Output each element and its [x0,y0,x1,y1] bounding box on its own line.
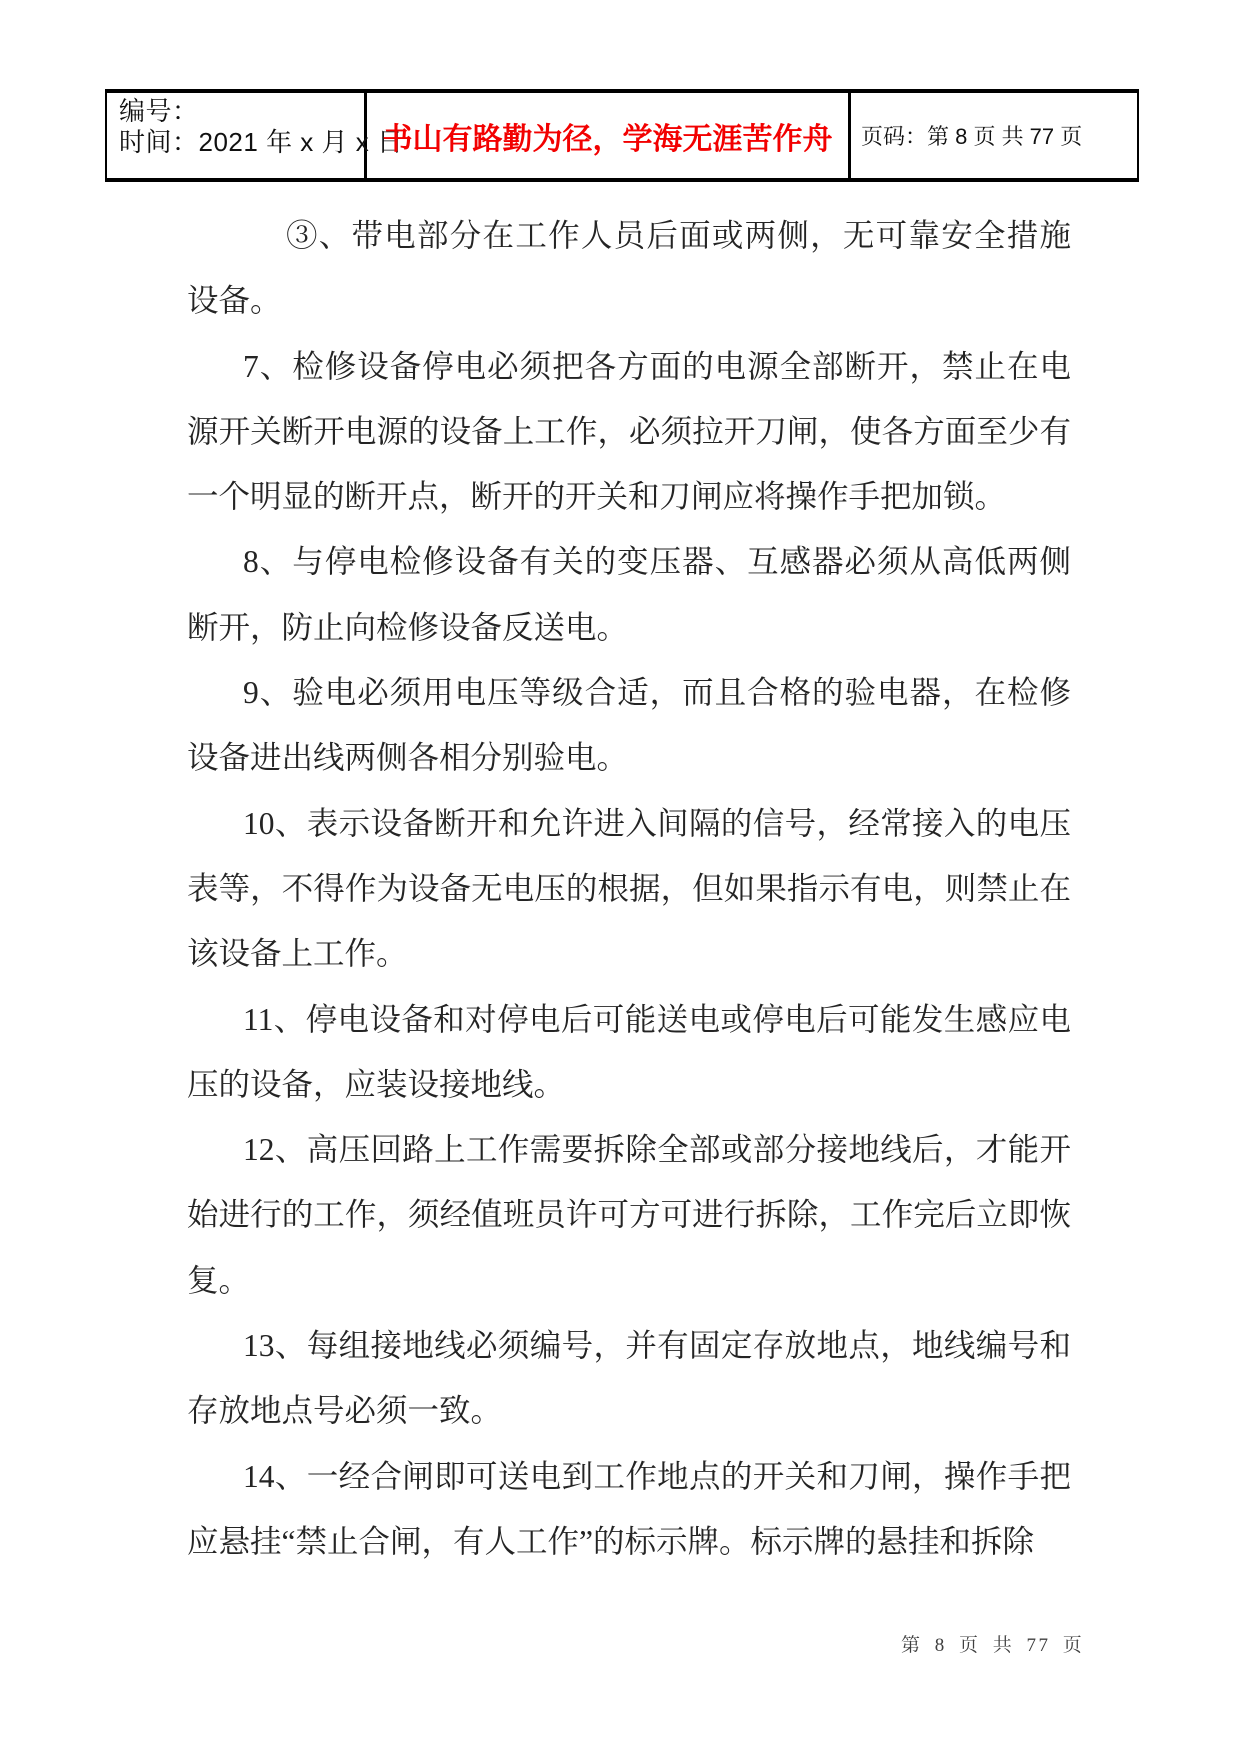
doc-number-label: 编号： [119,96,199,126]
header-motto-cell [367,93,851,178]
body-paragraph: 12、高压回路上工作需要拆除全部或部分接地线后，才能开始进行的工作，须经值班员许可方可进行拆除，工作完后立即恢复。 [187,1132,1071,1298]
header-page-cell [851,93,1137,178]
header-page-label: 页码：第 8 页 共 77 页 [861,124,1083,149]
body-paragraph: ③、带电部分在工作人员后面或两侧，无可靠安全措施设备。 [187,218,1071,319]
document-body [187,203,1071,1574]
body-paragraph: 14、一经合闸即可送电到工作地点的开关和刀闸，操作手把应悬挂“禁止合闸，有人工作”的标示牌。标示牌的悬挂和拆除 [187,1458,1071,1559]
body-paragraph: 13、每组接地线必须编号，并有固定存放地点，地线编号和存放地点号必须一致。 [187,1328,1071,1429]
footer-page-number: 第 8 页 共 77 页 [901,1635,1085,1656]
doc-time-label: 时间：2021 年 x 月 x 日 [119,127,404,157]
header-table [105,89,1139,182]
body-paragraph: 8、与停电检修设备有关的变压器、互感器必须从高低两侧断开，防止向检修设备反送电。 [187,544,1071,645]
body-paragraph: 9、验电必须用电压等级合适，而且合格的验电器，在检修设备进出线两侧各相分别验电。 [187,675,1071,776]
body-paragraph: 7、检修设备停电必须把各方面的电源全部断开，禁止在电源开关断开电源的设备上工作，必须拉开刀闸，使各方面至少有一个明显的断开点，断开的开关和刀闸应将操作手把加锁。 [187,348,1071,515]
body-paragraph: 10、表示设备断开和允许进入间隔的信号，经常接入的电压表等，不得作为设备无电压的根据，但如果指示有电，则禁止在该设备上工作。 [187,805,1071,972]
body-paragraph: 11、停电设备和对停电后可能送电或停电后可能发生感应电压的设备，应装设接地线。 [187,1001,1071,1102]
header-info-cell [107,93,404,178]
header-motto: 书山有路勤为径，学海无涯苦作舟 [382,122,833,156]
